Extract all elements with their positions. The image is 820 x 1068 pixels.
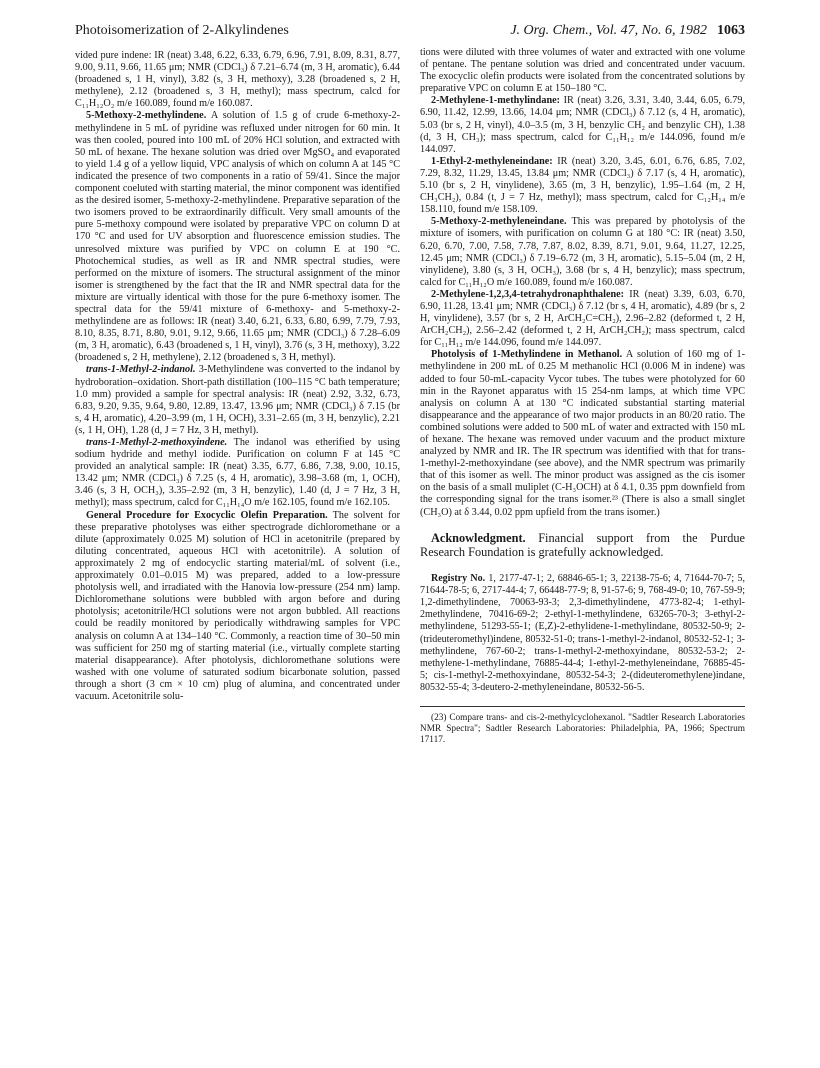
paragraph-heading: trans-1-Methyl-2-indanol. [86, 364, 196, 376]
paragraph [420, 289, 745, 349]
paragraph [420, 349, 745, 518]
paragraph [420, 216, 745, 289]
footnote-23: (23) Compare trans- and cis-2-methylcyclohexanol. "Sadtler Research Laboratories NMR Spectra"; Sadtler Research Laboratories: Philadelphia, PA, 1966; Spectrum 17117. [420, 713, 745, 746]
footnote-divider [420, 706, 745, 707]
paragraph-text: This was prepared by photolysis of the mixture of isomers, with purification on column G at 180 °C: IR (neat) 3.50, 6.20, 6.70, 7.00, 7.58, 7.78, 7.87, 8.02, 8.39, 8.71, 9.01, 9.64, 11.27, 12.25, 12.45 μm; NMR (CDCl₃) δ 7.19–6.72 (m, 3 H, aromatic), 5.15–5.04 (m, 2 H, vinylidene), 3.80 (s, 3 H, OCH₃), 3.68 (br s, 4 H, benzylic); mass spectrum, calcd for C₁₁H₁₂O m/e 160.089, found m/e 160.087. [420, 216, 745, 288]
paragraph [75, 50, 400, 110]
paragraph-text: IR (neat) 3.26, 3.31, 3.40, 3.44, 6.05, 6.79, 6.90, 11.42, 12.99, 13.66, 14.04 μm; NMR (CDCl₃) δ 7.12 (s, 4 H, aromatic), 5.03 (br s, 2 H, vinyl), 4.0–3.5 (m, 3 H, benzylic CH₂ and benzylic CH), 1.38 (d, 3 H, CH₃); mass spectrum, calcd for C₁₁H₁₂ m/e 144.096, found m/e 144.097. [420, 95, 746, 155]
left-column [75, 50, 400, 703]
paragraph-text: IR (neat) 3.20, 3.45, 6.01, 6.76, 6.85, 7.02, 7.29, 8.32, 11.29, 13.45, 13.84 μm; NMR (CDCl₃) δ 7.17 (s, 4 H, aromatic), 5.10 (br s, 2 H, vinylidene), 3.65 (m, 3 H, benzylic), 1.95–1.64 (m, 2 H, CH₃CH₂), 0.84 (t, J = 7 Hz, methyl); mass spectrum, calcd for C₁₂H₁₄ m/e 158.110, found m/e 158.109. [420, 155, 745, 216]
paragraph-text: IR (neat) 3.39, 6.03, 6.70, 6.90, 11.28, 13.41 μm; NMR (CDCl₃) δ 7.12 (br s, 4 H, aromatic), 4.89 (br s, 2 H, vinylidene), 3.57 (br s, 2 H, ArCH₂C=CH₂), 2.96–2.82 (deformed t, 2 H, ArCH₂CH₂), 2.56–2.42 (deformed t, 2 H, ArCH₂CH₂); mass spectrum, calcd for C₁₁H₁₂ m/e 144.096, found m/e 144.097. [420, 288, 745, 349]
paragraph-text: A solution of 1.5 g of crude 6-methoxy-2-methylindene in 5 mL of pyridine was refluxed under nitrogen for 60 min. It was then cooled, poured into 100 mL of 20% HCl solution, and extracted with 50 mL of hexane. The hexane solution was dried over MgSO₄ and evaporated to yield 1.4 g of a yellow liquid, VPC analysis of which on column A at 145 °C indicated the presence of two components in a ratio of 59/41. Since the major component coeluted with starting material, the minor component was identified as the desired isomer, 5-methoxy-2-methylindene. Preparative separation of the two isomers proved to be extraordinarily difficult. Very small amounts of the pure 5-methoxy compound were isolated by preparative VPC on column D at 170 °C and used for UV absorption and fluorescence emission studies. The unresolved mixture was purified by VPC on column E at 190 °C. Photochemical studies, as well as IR and NMR spectral studies, were performed on the mixture of isomers. The structural assignment of the minor isomer is strengthened by the fact that the IR and NMR spectral data for the mixture are virtually identical with those for the pure 6-methoxy isomer. The spectral data for the 59/41 mixture of 6-methoxy- and 5-methoxy-2-methylindene are as follows: IR (neat) 3.40, 6.21, 6.33, 6.80, 6.99, 7.79, 7.93, 8.10, 8.35, 8.71, 8.80, 9.01, 9.12, 9.66, 11.65 μm; NMR (CDCl₃) δ 7.28–6.09 (m, 3 H, aromatic), 6.43 (broadened s, 1 H, vinyl), 3.76 (s, 3 H, methoxy), 3.22 (broadened s, 2 H, methylene), 2.12 (broadened s, 3 H, methyl). [75, 110, 400, 364]
registry-numbers [420, 573, 745, 694]
journal-citation [510, 22, 745, 40]
paragraph [75, 510, 400, 704]
paragraph-heading: Photolysis of 1-Methylindene in Methanol. [431, 349, 623, 361]
paragraph-heading: General Procedure for Exocyclic Olefin Preparation. [86, 509, 328, 521]
paragraph-text: tions were diluted with three volumes of water and extracted with one volume of pentane. The pentane solution was dried and concentrated under vacuum. The exocyclic olefin products were isolated from the concentrated solutions by preparative VPC on column E at 150–180 °C. [420, 47, 745, 95]
paragraph [420, 47, 745, 95]
paragraph-heading: trans-1-Methyl-2-methoxyindene. [86, 437, 228, 448]
paragraph-text: vided pure indene: IR (neat) 3.48, 6.22, 6.33, 6.79, 6.96, 7.91, 8.09, 8.31, 8.77, 9.00, 9.11, 9.66, 11.65 μm; NMR (CDCl₃) δ 7.21–6.74 (m, 3 H, aromatic), 6.44 (broadened s, 1 H, vinyl), 3.82 (s, 3 H, methoxy), 3.28 (broadened s, 2 H, methylene), 2.12 (broadened s, 3 H, methyl); mass spectrum, calcd for C₁₁H₁₂O₂ m/e 160.089, found m/e 160.087. [75, 50, 400, 110]
paragraph [420, 95, 745, 155]
paragraph [75, 110, 400, 364]
paragraph-heading: 2-Methylene-1,2,3,4-tetrahydronaphthalene: [431, 288, 625, 300]
paragraph-text: The solvent for these preparative photolyses was either spectrograde dichloromethane or a dilute (approximately 0.025 M) solution of HCl in acetonitrile (prepared by diluting concentrated, aqueous HCl with acetonitrile). A solution of approximately 2 mg of endocyclic starting material/mL of solvent (i.e., approximately 0.01–0.015 M) was prepared, added to a low-pressure photolysis well, and irradiated with the Hanovia low-pressure (254 nm) lamp. Dichloromethane solutions were bubbled with argon before and during photolysis; acetonitrile/HCl solutions were not argon bubbled. All reactions could be readily monitored by periodically withdrawing samples for VPC analysis on column A at 134–140 °C. Commonly, a reaction time of 30–50 min was sufficient for 250 mg of starting material (i.e., virtually complete starting material disappearance). After photolysis, dichloromethane solutions were washed with one volume of saturated sodium bicarbonate solution, passed through a short (3 cm × 10 cm) plug of alumina, and concentrated under vacuum. Acetonitrile solu- [75, 509, 400, 702]
paragraph-heading: 5-Methoxy-2-methylindene. [86, 110, 207, 122]
acknowledgment [420, 531, 745, 559]
paragraph-heading: 5-Methoxy-2-methyleneindane. [431, 216, 567, 228]
running-title: Photoisomerization of 2-Alkylindenes [75, 23, 289, 38]
paragraph-heading: 1-Ethyl-2-methyleneindane: [431, 155, 553, 167]
paragraph-text: The indanol was etherified by using sodium hydride and methyl iodide. Purification on column F at 145 °C provided an analytical sample: IR (neat) 3.35, 6.77, 6.86, 7.38, 9.00, 10.15, 13.42 μm; NMR (CDCl₃) δ 7.25 (s, 4 H, aromatic), 3.98–3.68 (m, 1, OCH), 3.46 (s, 3 H, OCH₃), 3.35–2.92 (m, 3 H, benzylic), 1.40 (d, J = 7 Hz, 3 H, methyl); mass spectrum, calcd for C₁₁H₁₄O m/e 162.105, found m/e 162.105. [75, 437, 400, 509]
acknowledgment-text: Financial support from the Purdue Research Foundation is gratefully acknowledged. [420, 530, 745, 559]
journal-name: J. Org. Chem., Vol. 47, No. 6, 1982 [510, 23, 707, 38]
right-column [420, 47, 745, 747]
acknowledgment-heading: Acknowledgment. [431, 530, 526, 545]
paragraph-text: 3-Methylindene was converted to the indanol by hydroboration–oxidation. Short-path distillation (100–115 °C bath temperature; 1.0 mm) provided a sample for spectral analysis: IR (neat) 2.92, 3.32, 6.73, 6.83, 9.20, 9.35, 9.64, 9.80, 12.89, 13.47, 13.96 μm; NMR (CDCl₃) δ 7.15 (br s, 4 H, aromatic), 4.20–3.99 (m, 1 H, OCH), 3.31–2.65 (m, 3 H, benzylic), 2.21 (s, 1 H, OH), 1.28 (d, J = 7 Hz, 3 H, methyl). [75, 364, 400, 436]
registry-text: 1, 2177-47-1; 2, 68846-65-1; 3, 22138-75-6; 4, 71644-70-7; 5, 71644-78-5; 6, 2717-44-4; 7, 66448-77-9; 8, 91-57-6; 9, 768-49-0; 10, 767-59-9; 1,2-dimethylindene, 70063-93-3; 2,3-dimethylindene, 4773-82-4; 1-ethyl-2methylindene, 70416-69-2; 2-ethyl-1-methylindene, 63265-70-3; 3-ethyl-2-methylindene, 51293-55-1; (E,Z)-2-ethylidene-1-methylindane, 80532-50-9; 2-(trideuteromethyl)indene, 80532-51-0; trans-1-methyl-2-indanol, 80532-52-1; 3-methylindene, 767-60-2; trans-1-methyl-2-methoxyindane, 80532-53-2; 2-methylene-1-methylindane, 76885-44-4; 1-ethyl-2-methyleneindane, 76885-45-5; cis-1-methyl-2-methoxyindane, 80532-54-3; 2-(dideuteromethylene)indane, 80532-55-4; 3-deutero-2-methyleneindane, 80532-56-5. [420, 573, 746, 693]
paragraph [75, 364, 400, 437]
registry-heading: Registry No. [431, 573, 486, 585]
paragraph-text: A solution of 160 mg of 1-methylindene in 200 mL of 0.25 M methanolic HCl (0.006 M in indene) was added to four 50-mL-capacity Vycor tubes. The tubes were photolyzed for 60 min in the Rayonet apparatus with 15 254-nm lamps, at which time VPC analysis on column A at 130 °C indicated substantial starting material disappearance and the appearance of two major products in an 80/20 ratio. The combined solutions were added to 500 mL of water and extracted with 150 mL of hexane. The hexane was removed under vacuum and the product mixture analyzed by NMR and IR. The IR spectrum was identified with that for trans-1-methyl-2-methoxyindane (see above), and the NMR spectrum was primarily that of this isomer as well. The minor product was assigned as the cis isomer on the basis of a small muliplet (C-H₃OCH) at δ 4.1, 0.35 ppm downfield from the corresponding signal for the trans isomer.²³ (There is also a small singlet (CH₃O) at δ 3.44, 0.02 ppm upfield from the trans isomer.) [420, 349, 746, 518]
paragraph [420, 156, 745, 216]
running-head [75, 22, 745, 40]
paragraph-heading: 2-Methylene-1-methylindane: [431, 95, 561, 107]
paragraph [75, 437, 400, 510]
page-number: 1063 [717, 23, 745, 38]
